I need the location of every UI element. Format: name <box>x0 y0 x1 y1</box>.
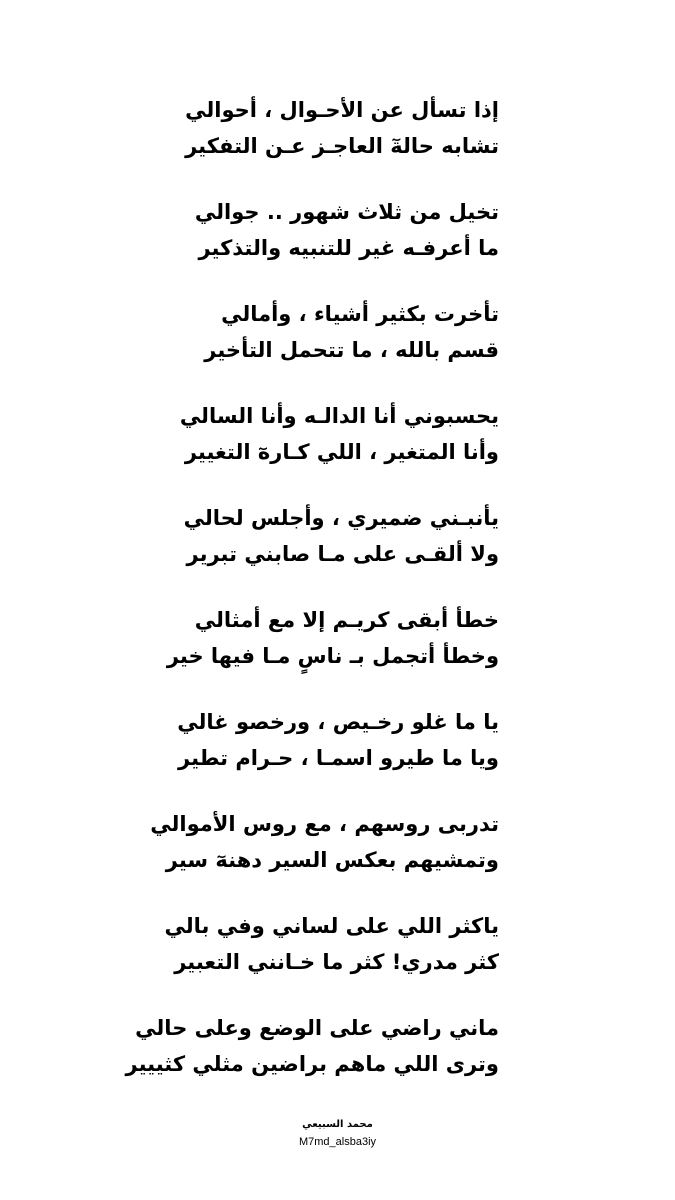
poem-line: تأخرت بكثير أشياء ، وأمالي <box>221 302 499 326</box>
poem <box>0 92 675 1112</box>
poem-line: خطأ أبقى كريـم إلا مع أمثالي <box>194 608 499 632</box>
poem-line: وأنا المتغير ، اللي كـارهٓ التغيير <box>184 440 499 464</box>
poem-line: يا ما غلو رخـيص ، ورخصو غالي <box>177 710 499 734</box>
poem-line: إذا تسأل عن الأحـوال ، أحوالي <box>185 98 499 122</box>
poem-line: وتمشيهم بعكس السير دهنهٓ سير <box>165 848 499 872</box>
stanza-2 <box>0 194 675 296</box>
poem-line: ويا ما طيرو اسمـا ، حـرام تطير <box>178 746 499 770</box>
poem-line: ماني راضي على الوضع وعلى حالي <box>135 1016 499 1040</box>
stanza-7 <box>0 704 675 806</box>
stanza-5 <box>0 500 675 602</box>
poem-line: تشابه حالةٓ العاجـز عـن التفكير <box>185 134 499 158</box>
poem-line: كثر مدري! كثر ما خـانني التعبير <box>174 950 499 974</box>
stanza-8 <box>0 806 675 908</box>
signature <box>0 1119 675 1149</box>
author-handle: M7md_alsba3iy <box>298 1136 377 1148</box>
stanza-6 <box>0 602 675 704</box>
poem-line: وترى اللي ماهم براضين مثلي كثييير <box>125 1052 499 1076</box>
poem-line: تخيل من ثلاث شهور .. جوالي <box>194 200 499 224</box>
stanza-1 <box>0 92 675 194</box>
stanza-9 <box>0 908 675 1010</box>
stanza-3 <box>0 296 675 398</box>
poem-line: ولا ألقـى على مـا صابني تبرير <box>186 542 499 566</box>
poem-line: يأنبـني ضميري ، وأجلس لحالي <box>183 506 499 530</box>
poem-line: تدربى روسهم ، مع روس الأموالي <box>150 812 499 836</box>
poem-line: وخطأ أتجمل بـ ناسٍ مـا فيها خير <box>166 644 499 668</box>
poem-line: ياكثر اللي على لساني وفي بالي <box>164 914 499 938</box>
poem-line: قسم بالله ، ما تتحمل التأخير <box>204 338 499 362</box>
author-name: محمد السبيعي <box>302 1119 373 1130</box>
poem-line: يحسبوني أنا الدالـه وأنا السالي <box>179 404 499 428</box>
stanza-10 <box>0 1010 675 1112</box>
stanza-4 <box>0 398 675 500</box>
poem-line: ما أعرفـه غير للتنبيه والتذكير <box>198 236 499 260</box>
